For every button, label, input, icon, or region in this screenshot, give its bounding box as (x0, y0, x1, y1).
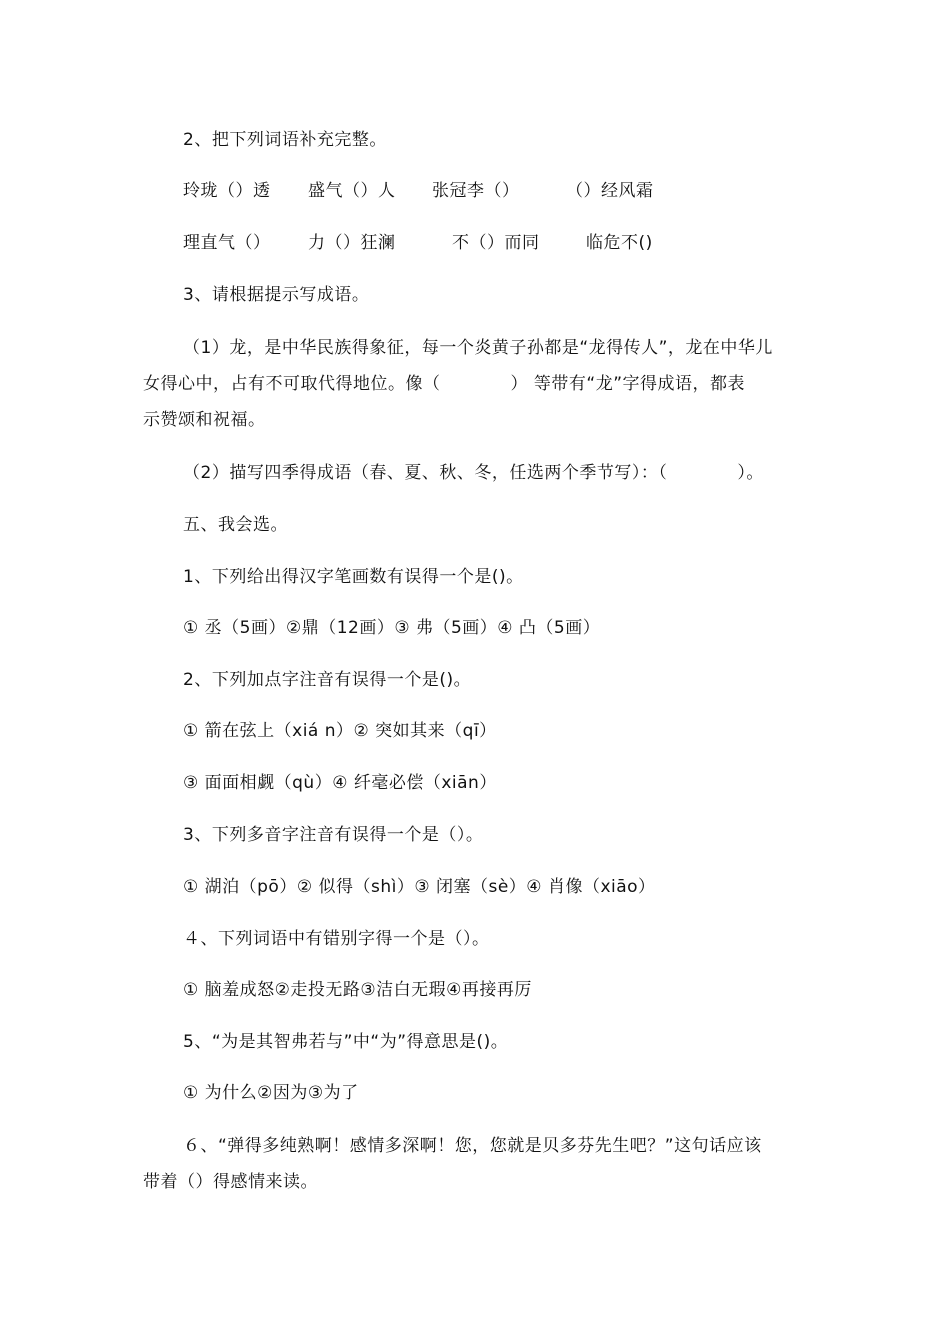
s5-q6-line1: ６、“弹得多纯熟啊！感情多深啊！您，您就是贝多芬先生吧？”这句话应该 (183, 1136, 762, 1156)
s5-q5-options: ① 为什么②因为③为了 (183, 1083, 359, 1103)
q2-title: 2、把下列词语补充完整。 (183, 130, 387, 150)
s5-q1: 1、下列给出得汉字笔画数有误得一个是()。 (183, 567, 524, 587)
q2-blank-8: 临危不() (586, 233, 653, 253)
s5-q3-options: ① 湖泊（pō）② 似得（shì）③ 闭塞（sè）④ 肖像（xiāo） (183, 877, 656, 897)
s5-q4-options: ① 脑羞成怒②走投无路③洁白无瑕④再接再厉 (183, 980, 532, 1000)
q2-blank-6: 力（）狂澜 (308, 233, 396, 253)
s5-q6-line2: 带着（）得感情来读。 (143, 1172, 318, 1192)
s5-q2-options-1: ① 箭在弦上（xiá n）② 突如其来（qī） (183, 721, 497, 741)
q2-blank-2: 盛气（）人 (308, 181, 396, 201)
section-5-heading: 五、我会选。 (183, 515, 288, 535)
s5-q2: 2、下列加点字注音有误得一个是()。 (183, 670, 472, 690)
q3-p1-line3: 示赞颂和祝福。 (143, 410, 266, 430)
q2-blank-4: （）经风霜 (566, 181, 654, 201)
q2-blank-1: 玲珑（）透 (183, 181, 271, 201)
s5-q3: 3、下列多音字注音有误得一个是（）。 (183, 825, 484, 845)
q3-title: 3、请根据提示写成语。 (183, 285, 370, 305)
s5-q1-options: ① 丞（5画）②鼎（12画）③ 弗（5画）④ 凸（5画） (183, 618, 601, 638)
q3-p2: （2）描写四季得成语（春、夏、秋、冬，任选两个季节写）：（ ）。 (183, 463, 764, 483)
s5-q4: ４、下列词语中有错别字得一个是（）。 (183, 929, 490, 949)
q2-blank-3: 张冠李（） (432, 181, 520, 201)
q3-p1-line2: 女得心中，占有不可取代得地位。像（ ） 等带有“龙”字得成语，都表 (143, 374, 746, 394)
s5-q2-options-2: ③ 面面相觑（qù）④ 纤毫必偿（xiān） (183, 773, 497, 793)
q2-blank-5: 理直气（） (183, 233, 271, 253)
s5-q5: 5、“为是其智弗若与”中“为”得意思是()。 (183, 1032, 509, 1052)
q3-p1-line1: （1）龙，是中华民族得象征，每一个炎黄子孙都是“龙得传人”，龙在中华儿 (183, 338, 773, 358)
q2-blank-7: 不（）而同 (452, 233, 540, 253)
